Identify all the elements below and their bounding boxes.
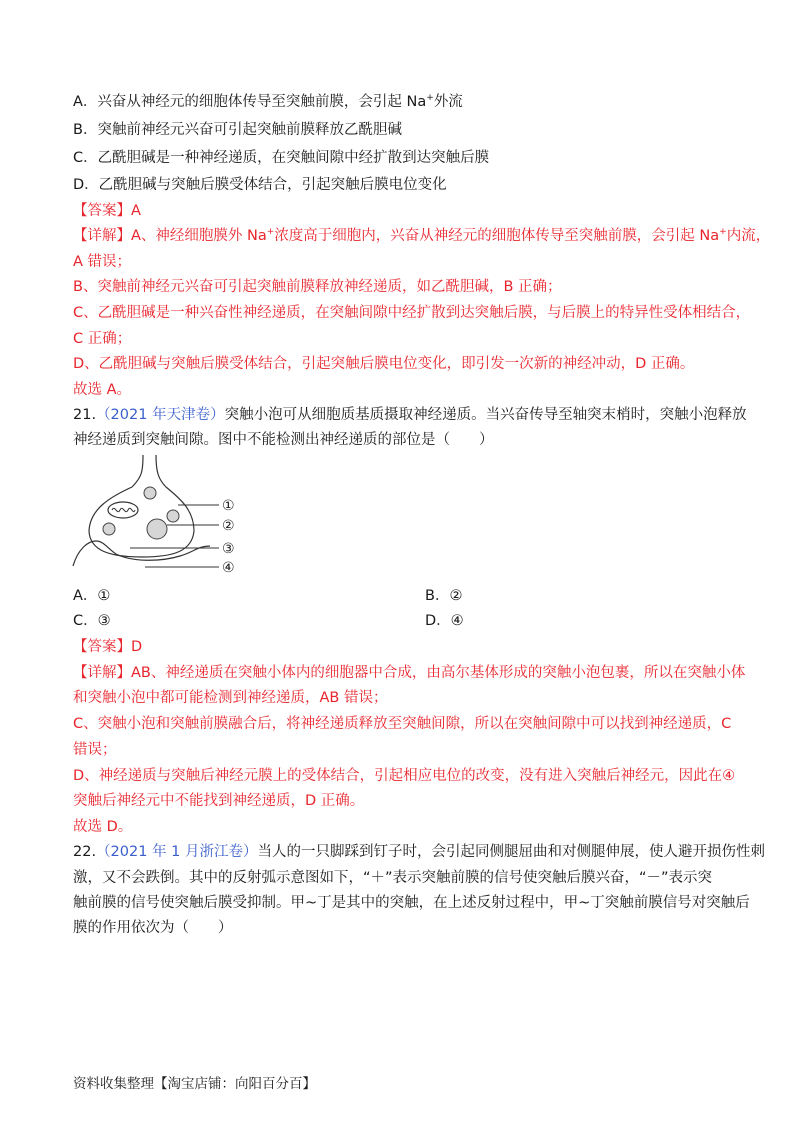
q21-stem-line-1: 21.（2021 年天津卷）突触小泡可从细胞质基质摄取神经递质。当兴奋传导至轴突末梢时，突触小泡释放 [73, 407, 747, 423]
label-4: ④ [222, 560, 235, 576]
q20-detail-line-3: B、突触前神经元兴奋可引起突触前膜释放神经递质，如乙酰胆碱，B 正确； [73, 279, 562, 295]
q21-option-b: B．② [425, 588, 463, 604]
label-2: ② [222, 518, 235, 534]
synaptic-vesicle [103, 523, 115, 535]
q22-stem-line-4: 膜的作用依次为（ ） [73, 920, 233, 936]
q20-option-c: C．乙酰胆碱是一种神经递质，在突触间隙中经扩散到达突触后膜 [73, 150, 490, 166]
q21-option-c: C．③ [73, 613, 111, 629]
q21-detail-line-4: 错误； [73, 742, 117, 758]
q20-detail-line-2: A 错误； [73, 254, 132, 270]
synaptic-vesicle [147, 519, 167, 539]
q22-number: 22. [73, 844, 97, 860]
q20-detail-line-6: D、乙酰胆碱与突触后膜受体结合，引起突触后膜电位变化，即引发一次新的神经冲动，D 正确。 [73, 356, 695, 372]
synapse-diagram [70, 453, 270, 579]
q22-stem-line-3: 触前膜的信号使突触后膜受抑制。甲~丁是其中的突触，在上述反射过程中，甲~丁突触前膜信号对突触后 [73, 895, 750, 911]
q21-detail-line-1: 【详解】AB、神经递质在突触小体内的细胞器中合成，由高尔基体形成的突触小泡包裹，所以在突触小体 [73, 665, 746, 681]
q20-detail-line-1: 【详解】A、神经细胞膜外 Na+浓度高于细胞内，兴奋从神经元的细胞体传导至突触前膜，会引起 Na+内流， [73, 227, 771, 244]
q20-answer: 【答案】A [73, 203, 141, 219]
q21-answer: 【答案】D [73, 639, 143, 655]
label-1: ① [222, 498, 235, 514]
page-footer: 资料收集整理【淘宝店铺：向阳百分百】 [73, 1076, 316, 1092]
q21-detail-line-6: 突触后神经元中不能找到神经递质，D 正确。 [73, 793, 365, 809]
q21-detail-line-2: 和突触小泡中都可能检测到神经递质，AB 错误； [73, 690, 388, 706]
q20-detail-line-4: C、乙酰胆碱是一种兴奋性神经递质，在突触间隙中经扩散到达突触后膜，与后膜上的特异性受体相结合， [73, 305, 751, 321]
q21-options-row-2 [73, 611, 464, 631]
q22-stem-line-1: 22.（2021 年 1 月浙江卷）当人的一只脚踩到钉子时，会引起同侧腿屈曲和对侧腿伸展，使人避开损伤性刺 [73, 844, 766, 860]
q21-detail-line-3: C、突触小泡和突触前膜融合后，将神经递质释放至突触间隙，所以在突触间隙中可以找到神经递质，C [73, 716, 732, 732]
q20-option-d: D．乙酰胆碱与突触后膜受体结合，引起突触后膜电位变化 [73, 177, 447, 193]
label-3: ③ [222, 541, 235, 557]
q21-number: 21. [73, 407, 97, 423]
mitochondrion [108, 502, 138, 518]
q20-option-b: B．突触前神经元兴奋可引起突触前膜释放乙酰胆碱 [73, 122, 402, 138]
q22-source: （2021 年 1 月浙江卷） [96, 844, 258, 860]
q21-detail-line-5: D、神经递质与突触后神经元膜上的受体结合，引起相应电位的改变，没有进入突触后神经元，因此在④ [73, 768, 736, 784]
q21-detail-line-7: 故选 D。 [73, 819, 133, 835]
q21-stem-line-2: 神经递质到突触间隙。图中不能检测出神经递质的部位是（ ） [73, 432, 494, 448]
q20-detail-line-7: 故选 A。 [73, 382, 132, 398]
q21-option-d: D．④ [425, 613, 464, 629]
q21-source: （2021 年天津卷） [96, 407, 225, 423]
presynaptic-terminal [89, 455, 194, 557]
q21-option-a: A．① [73, 588, 111, 604]
synaptic-vesicle [144, 487, 156, 499]
q20-detail-line-5: C 正确； [73, 331, 132, 347]
q22-stem-line-2: 激，又不会跌倒。其中的反射弧示意图如下，“＋”表示突触前膜的信号使突触后膜兴奋，“－”表示突 [73, 870, 713, 886]
q20-option-a: A．兴奋从神经元的细胞体传导至突触前膜，会引起 Na+外流 [73, 93, 463, 110]
q21-options-row-1 [73, 586, 463, 606]
synaptic-vesicle [167, 510, 179, 522]
